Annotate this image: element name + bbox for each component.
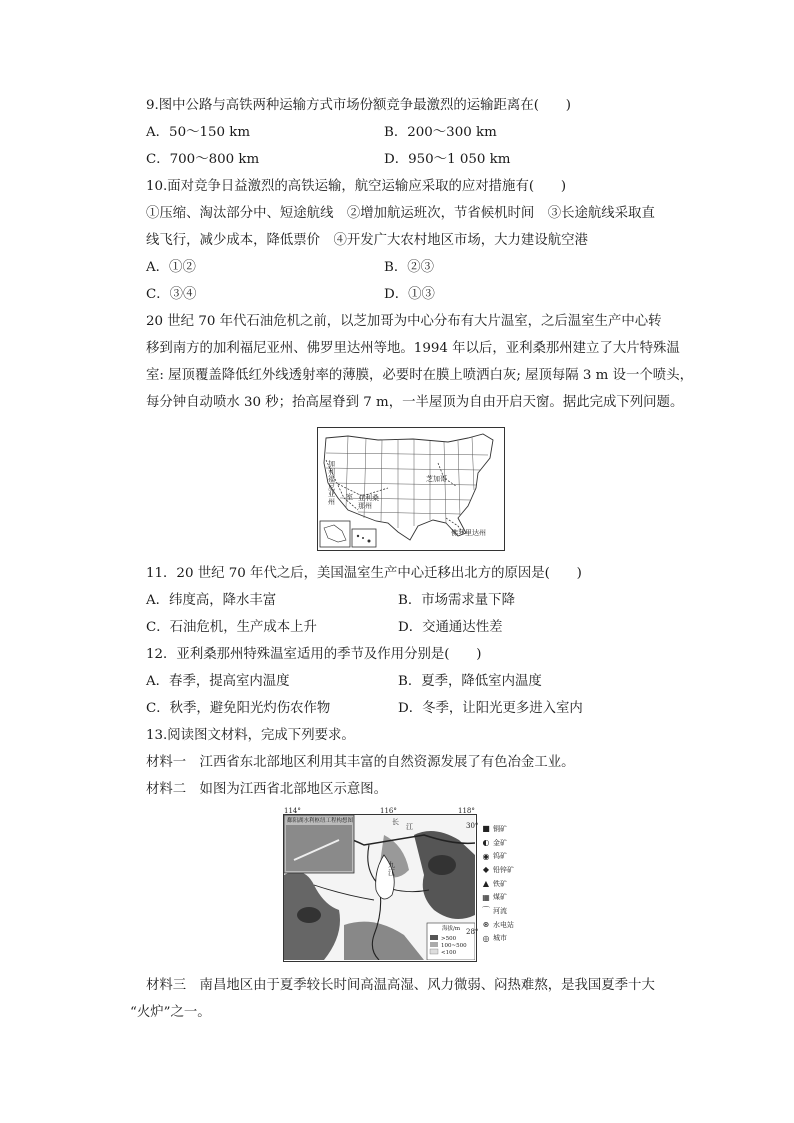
legend-river: ⌒ 河流 xyxy=(482,906,507,916)
legend-city: ◎ 城市 xyxy=(482,933,507,943)
longitude-116: 116° xyxy=(380,807,397,815)
question-9-option-c: C．700～800 km xyxy=(146,152,260,167)
map-label-arizona: 亚利桑那州 xyxy=(358,494,379,510)
passage-line-3: 室: 屋顶覆盖降低红外线透射率的薄膜，必要时在膜上喷洒白灰; 屋顶每隔 3 m 设一个喷头， xyxy=(146,368,693,383)
passage-line-4: 每分钟自动喷水 30 秒；抬高屋脊到 7 m，一半屋顶为自由开启天窗。据此完成下列问题。 xyxy=(146,395,684,410)
legend-power-station: ⊛ 水电站 xyxy=(482,920,514,930)
inset-title: 鄱阳湖水利枢纽工程构想图 xyxy=(287,818,354,824)
power-station-icon: ⊛ xyxy=(482,920,490,930)
city-icon: ◎ xyxy=(482,933,490,943)
question-10-stem: 10.面对竞争日益激烈的高铁运输，航空运输应采取的应对措施有( ) xyxy=(146,179,567,194)
square-icon: ■ xyxy=(482,824,490,834)
square-hatched-icon: ▦ xyxy=(482,892,490,902)
question-12-option-b: B．夏季，降低室内温度 xyxy=(398,674,542,689)
material-3-line-1: 材料三 南昌地区由于夏季较长时间高温高湿、风力微弱、闷热难熬，是我国夏季十大 xyxy=(146,978,655,993)
map-label-florida: 佛罗里达州 xyxy=(451,529,486,537)
question-12-stem: 12．亚利桑那州特殊温室适用的季节及作用分别是( ) xyxy=(146,647,482,662)
passage-line-1: 20 世纪 70 年代石油危机之前，以芝加哥为中心分布有大片温室，之后温室生产中心转 xyxy=(146,314,662,329)
question-11-option-b: B．市场需求量下降 xyxy=(398,593,515,608)
latitude-28: 28° xyxy=(466,928,479,936)
question-10-option-b: B．②③ xyxy=(384,260,435,275)
question-10-statements-line2: 线飞行，减少成本，降低票价 ④开发广大农村地区市场，大力建设航空港 xyxy=(146,233,588,248)
triangle-icon: ▲ xyxy=(482,879,490,889)
question-9-option-a: A．50～150 km xyxy=(146,125,251,140)
legend-gold: ◐ 金矿 xyxy=(482,838,507,848)
latitude-30: 30° xyxy=(466,822,479,830)
city-label: 九江 xyxy=(388,861,395,877)
passage-line-2: 移到南方的加利福尼亚州、佛罗里达州等地。1994 年以后，亚利桑那州建立了大片特殊温 xyxy=(146,341,680,356)
question-11-option-a: A．纬度高，降水丰富 xyxy=(146,593,277,608)
question-10-option-d: D．①③ xyxy=(384,287,435,302)
river-label-2: 江 xyxy=(406,823,413,831)
question-9-option-b: B．200～300 km xyxy=(384,125,497,140)
us-map-figure xyxy=(317,427,505,551)
legend-lead-zinc: ◆ 铅锌矿 xyxy=(482,865,514,875)
material-1: 材料一 江西省东北部地区利用其丰富的自然资源发展了有色冶金工业。 xyxy=(146,755,575,770)
legend-iron: ▲ 铁矿 xyxy=(482,879,507,889)
map-label-california: 加利福尼亚州 xyxy=(328,460,335,506)
river-icon: ⌒ xyxy=(482,906,490,916)
circle-dot-icon: ◉ xyxy=(482,851,490,861)
legend-copper: ■ 铜矿 xyxy=(482,824,507,834)
river-label-1: 长 xyxy=(392,818,399,826)
map-label-chicago: 芝加哥 xyxy=(426,475,447,483)
legend-coal: ▦ 煤矿 xyxy=(482,892,507,902)
question-11-option-c: C．石油危机，生产成本上升 xyxy=(146,620,317,635)
material-3-line-2: “火炉”之一。 xyxy=(130,1005,211,1020)
map-legend xyxy=(481,822,551,945)
diamond-icon: ◆ xyxy=(482,865,490,875)
question-10-option-c: C．③④ xyxy=(146,287,197,302)
question-11-stem: 11．20 世纪 70 年代之后，美国温室生产中心迁移出北方的原因是( ) xyxy=(146,566,582,581)
longitude-114: 114° xyxy=(284,807,301,815)
question-10-option-a: A．①② xyxy=(146,260,196,275)
elevation-mid: 100~500 xyxy=(441,943,467,949)
elevation-title: 海拔/m xyxy=(442,926,461,932)
jiangxi-map-figure xyxy=(283,814,477,962)
question-12-option-a: A．春季，提高室内温度 xyxy=(146,674,290,689)
question-10-statements-line1: ①压缩、淘汰部分中、短途航线 ②增加航运班次，节省候机时间 ③长途航线采取直 xyxy=(146,206,655,221)
longitude-118: 118° xyxy=(458,807,475,815)
elevation-low: <100 xyxy=(441,950,457,956)
question-9-option-d: D．950～1 050 km xyxy=(384,152,511,167)
elevation-high: >500 xyxy=(441,936,457,942)
map-label-ca-short: 室 xyxy=(346,493,353,501)
question-12-option-c: C．秋季，避免阳光灼伤农作物 xyxy=(146,701,331,716)
question-11-option-d: D．交通通达性差 xyxy=(398,620,503,635)
circle-half-icon: ◐ xyxy=(482,838,490,848)
material-2: 材料二 如图为江西省北部地区示意图。 xyxy=(146,782,388,797)
legend-tungsten: ◉ 钨矿 xyxy=(482,851,507,861)
question-13-stem: 13.阅读图文材料，完成下列要求。 xyxy=(146,728,355,743)
question-12-option-d: D．冬季，让阳光更多进入室内 xyxy=(398,701,583,716)
question-9-stem: 9.图中公路与高铁两种运输方式市场份额竞争最激烈的运输距离在( ) xyxy=(146,98,571,113)
